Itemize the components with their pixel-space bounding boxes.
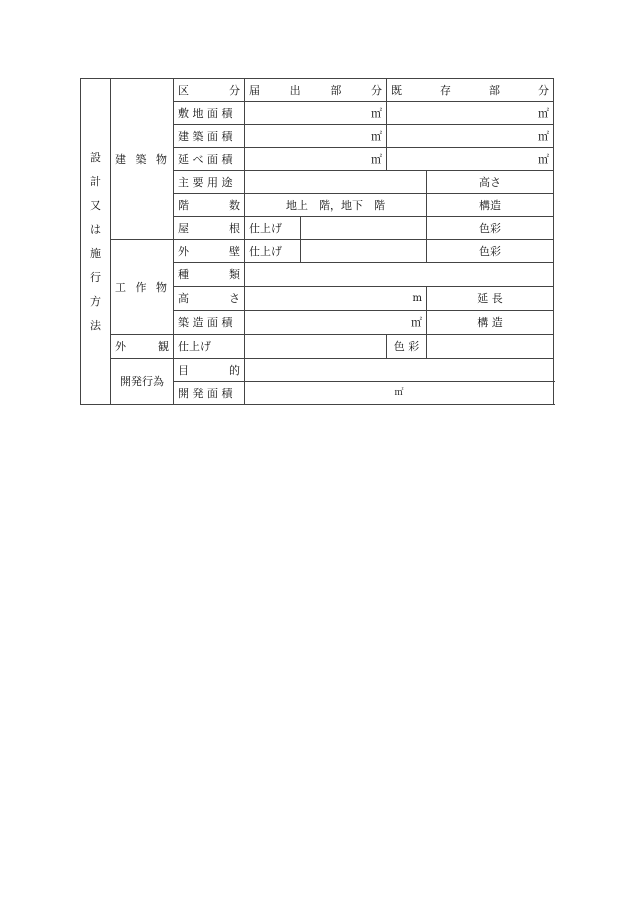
- roof-color-label: 色彩: [427, 217, 554, 240]
- structure-section-label: 工 作 物: [111, 240, 174, 335]
- development-label: 開発行為: [111, 359, 174, 405]
- structure-height-value[interactable]: m: [245, 287, 427, 311]
- row-label-dev-area: 開 発 面 積: [174, 382, 245, 405]
- structure-label: 構造: [427, 194, 554, 217]
- header-kubun: 区 分: [174, 79, 245, 102]
- floor-area-todoke[interactable]: ㎡: [245, 148, 387, 171]
- roof-finish-label: 仕上げ: [245, 217, 301, 240]
- appearance-finish-value[interactable]: [245, 335, 387, 359]
- row-label-kind: 種 類: [174, 263, 245, 287]
- floor-area-kizon[interactable]: ㎡: [387, 148, 554, 171]
- wall-finish-label: 仕上げ: [245, 240, 301, 263]
- roof-finish-value[interactable]: [301, 217, 427, 240]
- row-label-main-use: 主 要 用 途: [174, 171, 245, 194]
- site-area-kizon[interactable]: ㎡: [387, 102, 554, 125]
- main-use-value[interactable]: [245, 171, 427, 194]
- design-method-form: [80, 78, 554, 405]
- construct-area-value[interactable]: ㎡: [245, 311, 427, 335]
- row-label-floors: 階 数: [174, 194, 245, 217]
- building-area-todoke[interactable]: ㎡: [245, 125, 387, 148]
- wall-color-label: 色彩: [427, 240, 554, 263]
- dev-area-value[interactable]: ㎡: [245, 382, 554, 405]
- row-label-structure-height: 高 さ: [174, 287, 245, 311]
- row-label-roof: 屋 根: [174, 217, 245, 240]
- row-label-building-area: 建 築 面 積: [174, 125, 245, 148]
- row-label-purpose: 目 的: [174, 359, 245, 382]
- row-label-construct-area: 築 造 面 積: [174, 311, 245, 335]
- appearance-color-label: 色 彩: [387, 335, 427, 359]
- kind-value[interactable]: [245, 263, 554, 287]
- header-kizon: 既 存 部 分: [387, 79, 554, 102]
- appearance-color-value[interactable]: [427, 335, 554, 359]
- row-label-wall: 外 壁: [174, 240, 245, 263]
- building-area-kizon[interactable]: ㎡: [387, 125, 554, 148]
- structure-structure-label: 構 造: [427, 311, 554, 335]
- building-label: 建 築 物: [111, 79, 174, 240]
- row-label-appearance: 外 観: [111, 335, 174, 359]
- header-todoke: 届 出 部 分: [245, 79, 387, 102]
- site-area-todoke[interactable]: ㎡: [245, 102, 387, 125]
- purpose-value[interactable]: [245, 359, 554, 382]
- floors-value[interactable]: 地上 階，地下 階: [245, 194, 427, 217]
- side-label: 設 計 又 は 施 行 方 法: [81, 79, 111, 405]
- row-label-floor-area: 延 べ 面 積: [174, 148, 245, 171]
- height-label: 高さ: [427, 171, 554, 194]
- appearance-finish-label: 仕上げ: [174, 335, 245, 359]
- row-label-site-area: 敷 地 面 積: [174, 102, 245, 125]
- wall-finish-value[interactable]: [301, 240, 427, 263]
- length-label: 延 長: [427, 287, 554, 311]
